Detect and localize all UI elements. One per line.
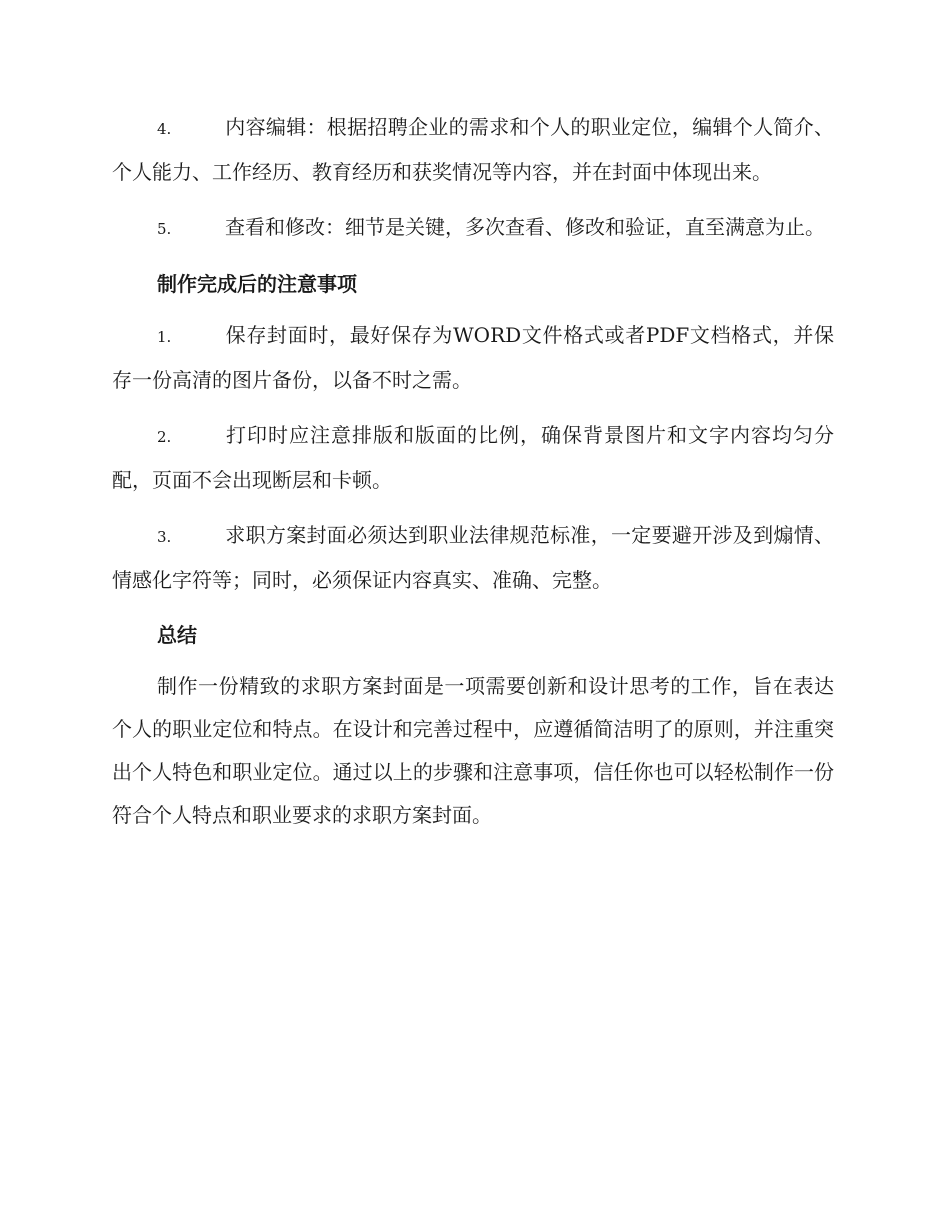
section-heading-summary: 总结 xyxy=(157,623,197,647)
document-page xyxy=(112,106,834,837)
list-number: 2. xyxy=(157,428,172,446)
list-number: 3. xyxy=(157,528,172,546)
list-item-text: 求职方案封面必须达到职业法律规范标准，一定要避开涉及到煽情、情感化字符等；同时，必须保证内容真实、准确、完整。 xyxy=(112,523,834,592)
list-item-text: 查看和修改：细节是关键，多次查看、修改和验证，直至满意为止。 xyxy=(225,215,825,239)
list-item-1 xyxy=(112,314,834,402)
list-number: 4. xyxy=(157,120,172,138)
list-item-text: 保存封面时，最好保存为WORD文件格式或者PDF文档格式，并保存一份高清的图片备份，以备不时之需。 xyxy=(112,323,834,392)
section-heading-notes: 制作完成后的注意事项 xyxy=(157,272,357,296)
list-item-3 xyxy=(112,514,834,602)
list-item-4 xyxy=(112,106,834,194)
summary-paragraph: 制作一份精致的求职方案封面是一项需要创新和设计思考的工作，旨在表达个人的职业定位和特点。在设计和完善过程中，应遵循简洁明了的原则，并注重突出个人特色和职业定位。通过以上的步骤和注意事项，信任你也可以轻松制作一份符合个人特点和职业要求的求职方案封面。 xyxy=(112,674,834,827)
list-number: 5. xyxy=(157,220,172,238)
list-item-5 xyxy=(112,206,834,251)
list-item-text: 打印时应注意排版和版面的比例，确保背景图片和文字内容均匀分配，页面不会出现断层和卡顿。 xyxy=(112,423,834,492)
list-item-text: 内容编辑：根据招聘企业的需求和个人的职业定位，编辑个人简介、个人能力、工作经历、教育经历和获奖情况等内容，并在封面中体现出来。 xyxy=(112,115,834,184)
list-item-2 xyxy=(112,414,834,502)
list-number: 1. xyxy=(157,328,172,346)
